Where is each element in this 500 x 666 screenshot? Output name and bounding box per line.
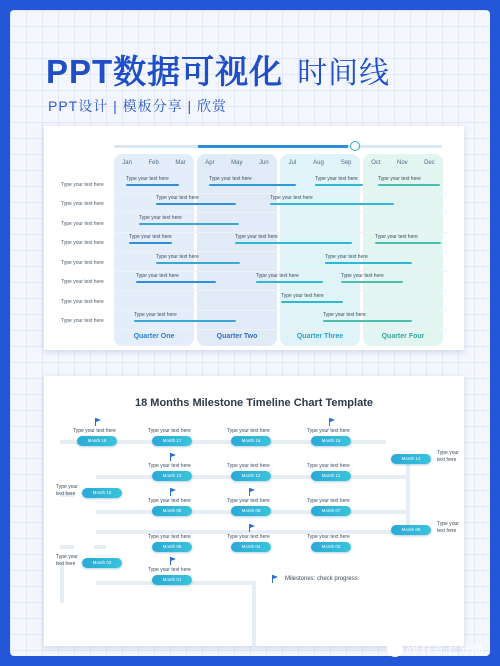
milestone-text-line: text here	[437, 457, 457, 463]
milestone-pill[interactable]: Month 11	[311, 471, 351, 481]
milestone-text: Type your text here	[148, 534, 191, 540]
task-label: Type your text here	[323, 312, 366, 318]
flag-icon	[95, 418, 101, 426]
progress-track	[114, 145, 442, 148]
milestone-text-line: text here	[437, 528, 457, 534]
milestone-text-line: text here	[56, 491, 76, 497]
task-label: Type your text here	[256, 273, 299, 279]
row-label: Type your text here	[61, 221, 104, 227]
milestone-pill[interactable]: Month 15	[311, 436, 351, 446]
milestone-text-line: Type your	[437, 450, 459, 456]
row-label: Type your text here	[61, 182, 104, 188]
task-label: Type your text here	[235, 234, 278, 240]
watermark: @春景七分甜	[387, 639, 484, 658]
row-label: Type your text here	[61, 318, 104, 324]
milestone-text-line: text here	[56, 561, 76, 567]
task-bar	[156, 203, 236, 205]
task-label: Type your text here	[126, 176, 169, 182]
task-label: Type your text here	[156, 195, 199, 201]
timeline-track	[94, 545, 106, 549]
milestone-text: Type your text here	[307, 428, 350, 434]
flag-icon	[272, 575, 278, 583]
timeline-track	[252, 581, 256, 646]
task-label: Type your text here	[281, 293, 324, 299]
milestone-text	[437, 450, 459, 464]
milestone-pill[interactable]: Month 04	[231, 542, 271, 552]
progress-knob[interactable]	[350, 141, 360, 151]
month-labels: Jan Feb Mar	[122, 160, 186, 166]
quarter-label: Quarter Three	[296, 333, 344, 340]
milestone-pill[interactable]: Month 01	[152, 575, 192, 585]
page-subtitle: PPT设计 | 模板分享 | 欣赏	[48, 98, 228, 114]
weibo-logo-icon	[387, 641, 403, 657]
timeline-track	[60, 545, 74, 549]
milestone-text: Type your text here	[73, 428, 116, 434]
task-bar	[136, 281, 216, 283]
row-label: Type your text here	[61, 299, 104, 305]
task-label: Type your text here	[315, 176, 358, 182]
task-label: Type your text here	[136, 273, 179, 279]
milestone-text-line: Type your	[56, 554, 78, 560]
task-label: Type your text here	[325, 254, 368, 260]
progress-fill	[198, 145, 348, 148]
task-label: Type your text here	[129, 234, 172, 240]
milestone-text: Type your text here	[227, 463, 270, 469]
milestone-card	[44, 376, 464, 646]
task-label: Type your text here	[209, 176, 252, 182]
task-bar	[156, 262, 240, 264]
milestone-pill[interactable]: Month 10	[82, 488, 122, 498]
row-divider	[114, 193, 447, 194]
row-divider	[114, 232, 447, 233]
row-divider	[114, 310, 447, 311]
timeline-track	[60, 563, 64, 603]
milestone-text: Type your text here	[148, 428, 191, 434]
month-labels: Oct Nov Dec	[371, 160, 435, 166]
milestone-pill[interactable]: Month 18	[77, 436, 117, 446]
quarter-column-2	[197, 154, 277, 346]
timeline-track	[60, 440, 74, 444]
milestone-pill[interactable]: Month 02	[82, 558, 122, 568]
task-bar	[209, 184, 296, 186]
milestone-text: Type your text here	[307, 498, 350, 504]
milestone-text-line: Type your	[56, 484, 78, 490]
task-bar	[126, 184, 179, 186]
task-bar	[281, 301, 343, 303]
row-divider	[114, 290, 447, 291]
milestone-text: Type your text here	[227, 428, 270, 434]
task-label: Type your text here	[375, 234, 418, 240]
row-label: Type your text here	[61, 201, 104, 207]
timeline-track	[374, 440, 386, 444]
task-bar	[323, 320, 412, 322]
milestone-text: Type your text here	[227, 534, 270, 540]
task-label: Type your text here	[378, 176, 421, 182]
row-label: Type your text here	[61, 279, 104, 285]
milestone-text: Type your text here	[307, 534, 350, 540]
flag-icon	[170, 557, 176, 565]
milestone-text: Type your text here	[148, 463, 191, 469]
milestone-text: Type your text here	[307, 463, 350, 469]
quarter-column-4	[363, 154, 443, 346]
milestone-chart-title: 18 Months Milestone Timeline Chart Template	[135, 397, 373, 409]
task-label: Type your text here	[341, 273, 384, 279]
flag-icon	[329, 418, 335, 426]
row-divider	[114, 212, 447, 213]
page-title: PPT数据可视化 时间线	[46, 53, 391, 90]
task-bar	[235, 242, 352, 244]
task-label: Type your text here	[156, 254, 199, 260]
milestone-pill[interactable]: Month 08	[231, 506, 271, 516]
task-bar	[341, 281, 403, 283]
row-divider	[114, 329, 447, 330]
milestone-pill[interactable]: Month 16	[231, 436, 271, 446]
quarter-label: Quarter One	[133, 333, 175, 340]
task-bar	[325, 262, 412, 264]
milestone-text: Type your text here	[148, 498, 191, 504]
milestone-pill[interactable]: Month 09	[152, 506, 192, 516]
legend-text: Milestones: check progress	[285, 576, 358, 582]
task-bar	[139, 223, 239, 225]
milestone-pill[interactable]: Month 05	[152, 542, 192, 552]
task-bar	[378, 184, 440, 186]
row-divider	[114, 271, 447, 272]
task-bar	[375, 242, 441, 244]
row-label: Type your text here	[61, 240, 104, 246]
task-label: Type your text here	[139, 215, 182, 221]
task-bar	[134, 320, 236, 322]
flag-icon	[249, 488, 255, 496]
task-label: Type your text here	[134, 312, 177, 318]
timeline-track	[406, 458, 410, 530]
quarter-timeline-card	[44, 126, 464, 350]
flag-icon	[170, 453, 176, 461]
quarter-label: Quarter Four	[381, 333, 425, 340]
milestone-pill[interactable]: Month 03	[311, 542, 351, 552]
row-label: Type your text here	[61, 260, 104, 266]
task-bar	[256, 281, 323, 283]
milestone-pill[interactable]: Month 07	[311, 506, 351, 516]
milestone-text	[437, 521, 459, 535]
month-labels: Jul Aug Sep	[288, 160, 352, 166]
flag-icon	[170, 488, 176, 496]
milestone-pill[interactable]: Month 17	[152, 436, 192, 446]
task-bar	[129, 242, 172, 244]
milestone-pill[interactable]: Month 12	[231, 471, 271, 481]
task-label: Type your text here	[270, 195, 313, 201]
month-labels: Apr May Jun	[205, 160, 269, 166]
milestone-pill[interactable]: Month 14	[391, 454, 431, 464]
row-divider	[114, 251, 447, 252]
milestone-text: Type your text here	[227, 498, 270, 504]
milestone-pill[interactable]: Month 06	[391, 525, 431, 535]
milestone-text	[56, 484, 78, 498]
milestone-text: Type your text here	[148, 567, 191, 573]
milestone-text	[56, 554, 78, 568]
milestone-text-line: Type your	[437, 521, 459, 527]
quarter-label: Quarter Two	[216, 333, 258, 340]
flag-icon	[249, 524, 255, 532]
task-bar	[315, 184, 363, 186]
milestone-pill[interactable]: Month 13	[152, 471, 192, 481]
task-bar	[270, 203, 394, 205]
